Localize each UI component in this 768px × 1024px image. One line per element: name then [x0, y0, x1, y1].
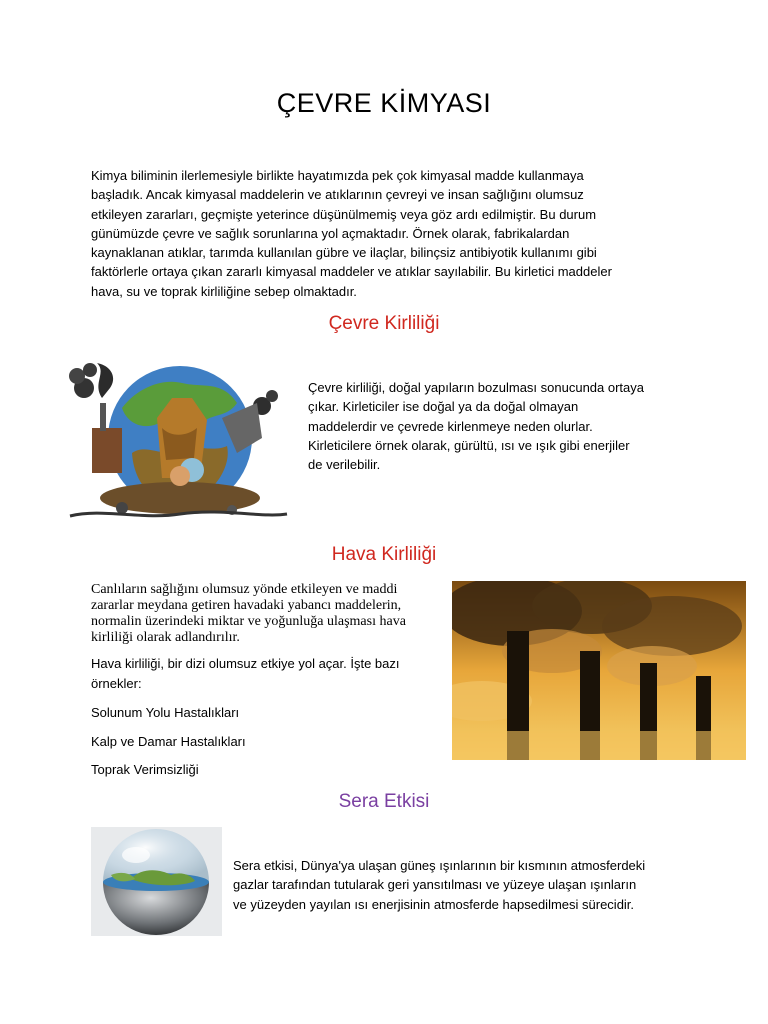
sera-paragraph: [233, 856, 713, 914]
intro-line: etkileyen zararları, geçmişte yeterince düşünülmemiş veya göz ardı edilmiştir. Bu durum: [91, 206, 597, 222]
intro-line: hava, su ve toprak kirliliğine sebep olmaktadır.: [91, 283, 357, 299]
hava-kirliligi-heading: Hava Kirliliği: [331, 544, 437, 565]
smokestacks-photo: [452, 581, 746, 760]
polluted-earth-illustration: [62, 358, 290, 524]
intro-line: kaynaklanan atıklar, tarımda kullanılan gübre ve ilaçlar, bilinçsiz antibiyotik kullanımı gibi: [91, 245, 597, 261]
greenhouse-globe-image: [91, 827, 222, 936]
intro-line: başladık. Ancak kimyasal maddelerin ve atıklarının çevreyi ve insan sağlığını olumsuz: [91, 187, 584, 203]
hava-definition: [91, 582, 451, 646]
intro-line: Kimya biliminin ilerlemesiyle birlikte hayatımızda pek çok kimyasal madde kullanmaya: [91, 168, 584, 183]
sera-line: ve yüzeyden yayılan ısı enerjisinin atmosferde hapsedilmesi sürecidir.: [233, 896, 635, 912]
hava-example: Solunum Yolu Hastalıkları: [91, 705, 240, 720]
hava-line: normalin üzerindeki miktar ve yoğunluğa ulaşması hava: [91, 614, 406, 629]
cevre-line: Kirleticilere örnek olarak, gürültü, ısı ve ışık gibi enerjiler: [308, 437, 630, 453]
hava-line: zararlar meydana getiren havadaki yabancı maddelerin,: [91, 598, 402, 613]
sera-etkisi-heading: Sera Etkisi: [338, 791, 430, 812]
cevre-kirliligi-heading: Çevre Kirliliği: [328, 313, 440, 334]
intro-line: günümüzde çevre ve sağlık sorunlarına yol açmaktadır. Örnek olarak, fabrikalardan: [91, 225, 570, 241]
hava-intro-line: Hava kirliliği, bir dizi olumsuz etkiye yol açar. İşte bazı: [91, 656, 400, 671]
sera-line: Sera etkisi, Dünya'ya ulaşan güneş ışınlarının bir kısmının atmosferdeki: [233, 858, 646, 873]
hava-intro: [91, 654, 451, 694]
intro-line: faktörlerle ortaya çıkan zararlı kimyasal maddeler ve atıklar sayılabilir. Bu kirletici maddeler: [91, 264, 612, 280]
hava-line: Canlıların sağlığını olumsuz yönde etkileyen ve maddi: [91, 582, 398, 597]
hava-line: kirliliği olarak adlandırılır.: [91, 630, 240, 645]
hava-example: Kalp ve Damar Hastalıkları: [91, 734, 246, 749]
intro-paragraph: [91, 166, 681, 301]
hava-intro-line: örnekler:: [91, 676, 142, 691]
hava-example: Toprak Verimsizliği: [91, 762, 199, 777]
cevre-line: Çevre kirliliği, doğal yapıların bozulması sonucunda ortaya: [308, 380, 645, 395]
cevre-paragraph: [308, 378, 688, 474]
cevre-line: de verilebilir.: [308, 457, 381, 473]
cevre-line: çıkar. Kirleticiler ise doğal ya da doğal olmayan: [308, 399, 579, 415]
sera-line: gazlar tarafından tutularak geri yansıtılması ve yüzeye ulaşan ışınların: [233, 877, 637, 893]
page-title: ÇEVRE KİMYASI: [276, 88, 492, 118]
cevre-line: maddelerdir ve çevrede kirlenmeye neden olurlar.: [308, 418, 593, 434]
